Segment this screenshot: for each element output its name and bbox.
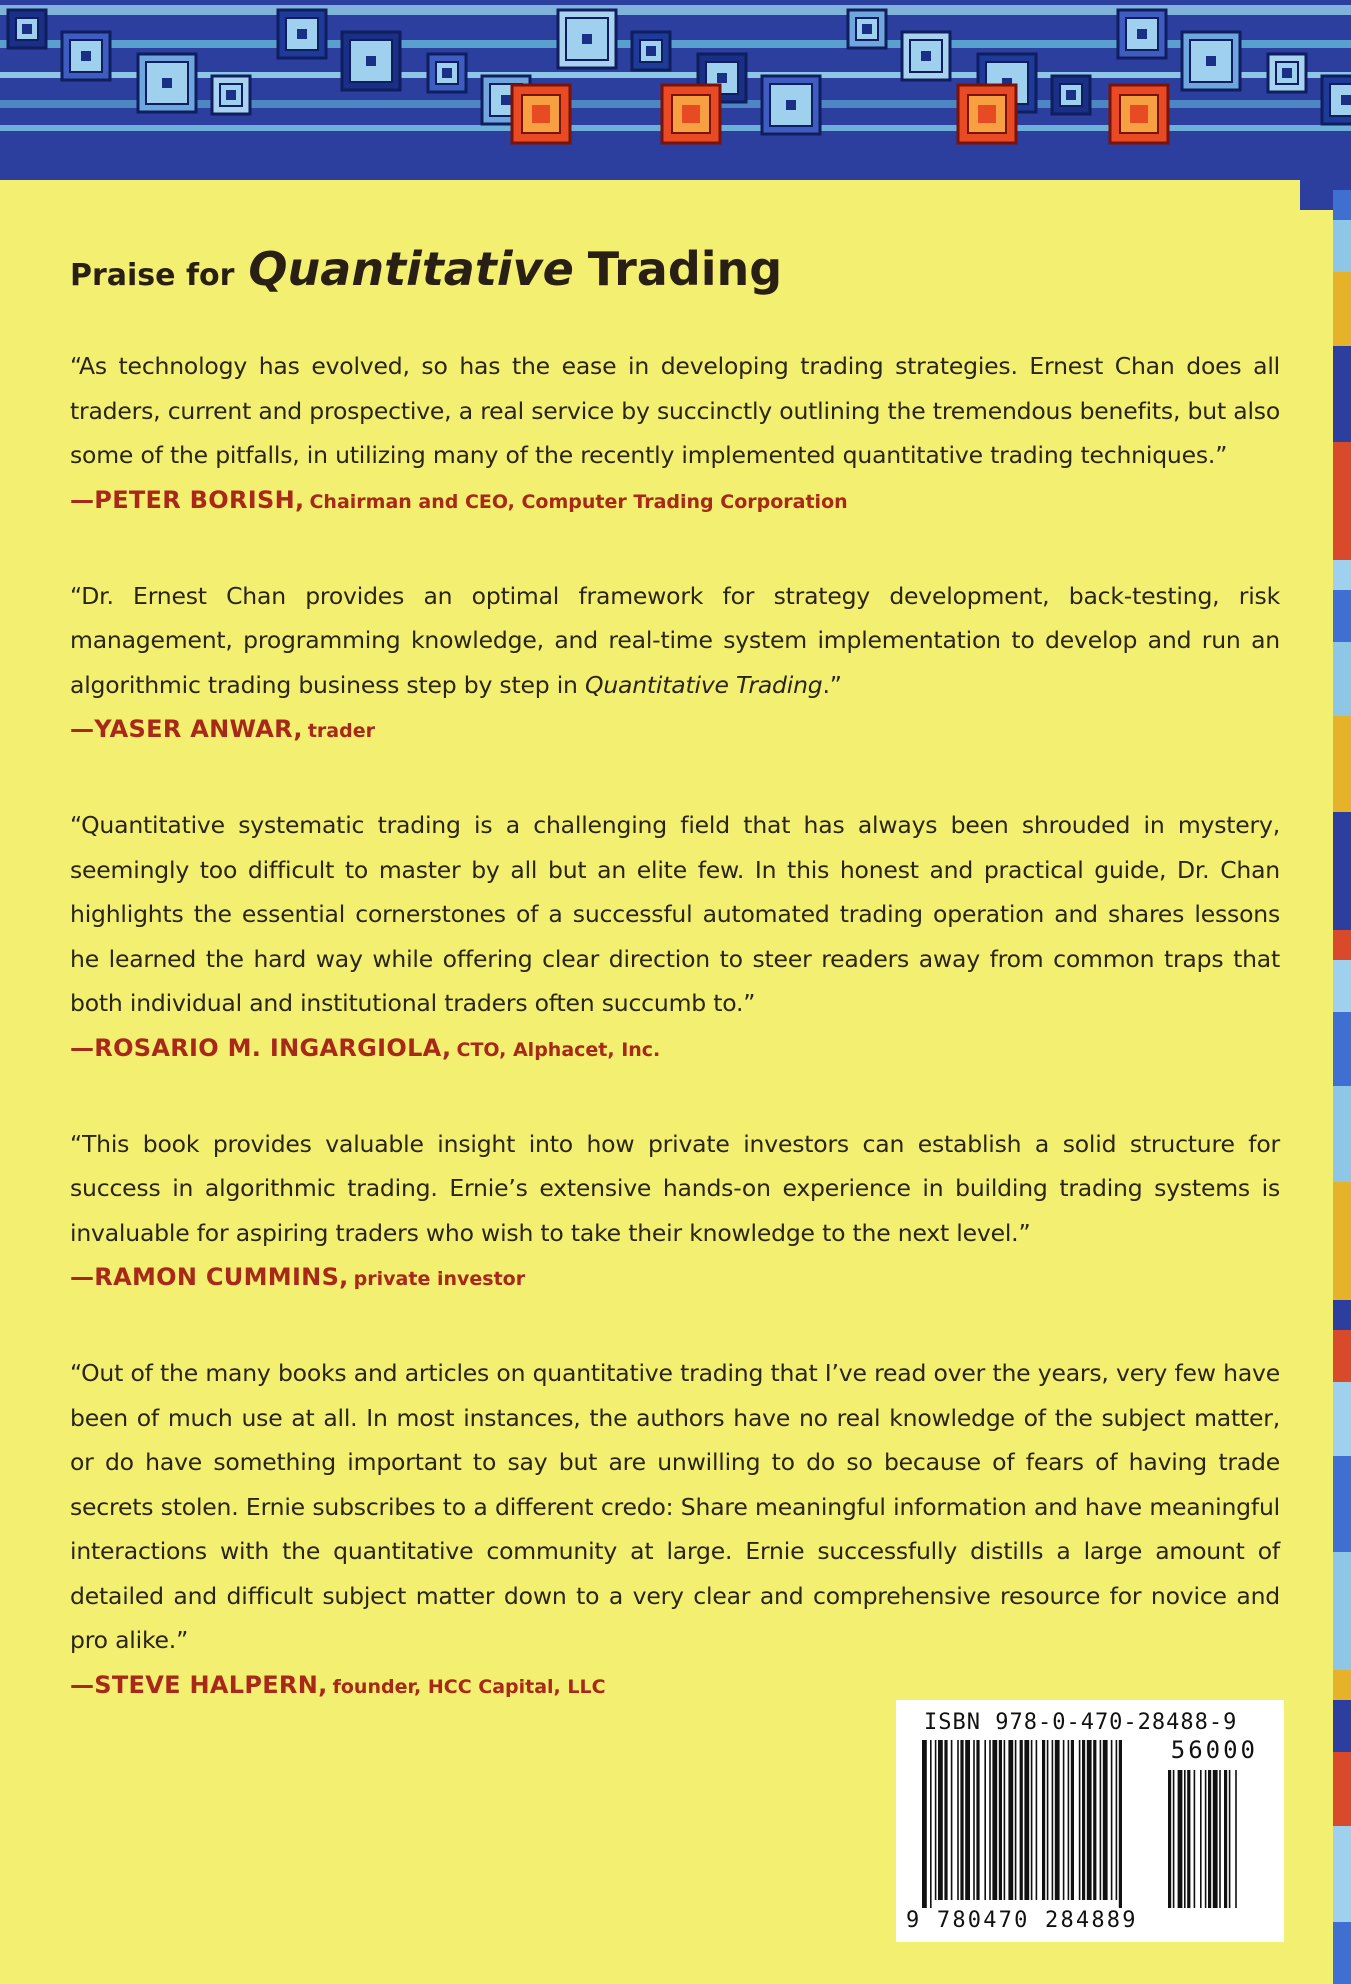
spine-pattern-block	[1333, 1086, 1351, 1182]
barcode-addon-bar	[1173, 1770, 1175, 1908]
pattern-square-core	[1341, 95, 1351, 105]
pattern-edge	[0, 180, 1351, 210]
barcode-addon-bar	[1229, 1770, 1231, 1908]
barcode-addon-bar	[1235, 1770, 1237, 1908]
spine-edge-pattern	[1333, 190, 1351, 1984]
spine-pattern-block	[1333, 1012, 1351, 1086]
spine-pattern-block	[1333, 1456, 1351, 1552]
review-attribution	[70, 1034, 1280, 1062]
barcode-bar	[1031, 1740, 1033, 1900]
pattern-square-core	[582, 34, 592, 44]
barcode-bar	[989, 1740, 991, 1900]
pattern-stripe	[0, 72, 1351, 78]
barcode-bar	[1103, 1740, 1108, 1900]
barcode-addon-bar	[1213, 1770, 1218, 1908]
barcode-bar	[1100, 1740, 1102, 1900]
barcode-bar	[1079, 1740, 1081, 1900]
spine-pattern-block	[1333, 812, 1351, 930]
barcode-bar	[1020, 1740, 1023, 1900]
review-quote: “As technology has evolved, so has the ease in developing trading strategies. Ernest Chan does all traders, current and prospective, a real service by succinctly outlining the tremendous benefits, but also some of the pitfalls, in utilizing many of the recently implemented quantitative trading techniques.”	[70, 352, 1280, 469]
pattern-square-core	[1066, 90, 1076, 100]
circuit-pattern-graphic	[0, 0, 1351, 210]
barcode-bar	[1036, 1740, 1038, 1900]
praise-heading	[70, 242, 1280, 296]
review-steve-halpern	[70, 1351, 1280, 1699]
pattern-square-core	[1137, 29, 1147, 39]
barcode-bar	[922, 1740, 927, 1908]
barcode-bar	[1024, 1740, 1029, 1900]
book-title-plain: Trading	[587, 242, 783, 296]
reviewer-name: —ROSARIO M. INGARGIOLA,	[70, 1033, 452, 1062]
spine-pattern-block	[1333, 590, 1351, 642]
barcode-bar	[938, 1740, 943, 1900]
barcode-addon-bar	[1219, 1770, 1221, 1908]
pattern-accent-core	[682, 105, 700, 123]
review-quote: “Out of the many books and articles on quantitative trading that I’ve read over the years, very few have been of much use at all. In most instances, the authors have no real knowledge of the subject matter, or do have something important to say but are unwilling to do so because of fears of having trade secrets stolen. Ernie subscribes to a different credo: Share meaningful information and have meaningful interactions with the quantitative community at large. Ernie successfully distills a large amount of detailed and difficult subject matter down to a very clear and comprehensive resource for novice and pro alike.”	[70, 1359, 1280, 1654]
barcode-bar	[1071, 1740, 1074, 1900]
barcode-addon-bar	[1184, 1770, 1186, 1908]
barcode-addon-bar	[1178, 1770, 1183, 1908]
barcode-bar	[1042, 1740, 1045, 1900]
review-quote-text: “Dr. Ernest Chan provides an optimal framework for strategy development, back-testing, risk management, programming knowledge, and real-time system implementation to develop and run an algorithmic trading business step by step in	[70, 581, 1280, 699]
barcode-bar	[1093, 1740, 1096, 1900]
barcode-bar	[1063, 1740, 1065, 1900]
pattern-square-core	[1206, 56, 1216, 66]
pattern-square-core	[442, 68, 452, 78]
barcode-addon-bar	[1187, 1770, 1190, 1908]
review-quote-book-title: Quantitative Trading	[585, 670, 823, 699]
pattern-square-core	[717, 73, 727, 83]
barcode-bar	[1052, 1740, 1054, 1900]
review-quote	[70, 574, 1280, 708]
pattern-square-core	[921, 51, 931, 61]
pattern-square-core	[1282, 68, 1292, 78]
price-code: 56000	[1170, 1736, 1258, 1764]
review-peter-borish	[70, 344, 1280, 514]
barcode-bar	[1055, 1740, 1060, 1900]
spine-pattern-block	[1333, 1700, 1351, 1752]
pattern-square-core	[862, 24, 872, 34]
review-quote: “This book provides valuable insight into how private investors can establish a solid structure for success in algorithmic trading. Ernie’s extensive hands-on experience in building trading systems is invaluable for aspiring traders who wish to take their knowledge to the next level.”	[70, 1129, 1280, 1247]
barcode-bar	[1087, 1740, 1092, 1900]
spine-pattern-graphic	[1333, 190, 1351, 1984]
barcode-bars	[922, 1740, 1262, 1908]
spine-pattern-block	[1333, 1330, 1351, 1382]
barcode-bar	[1119, 1740, 1122, 1908]
reviewer-role: trader	[307, 720, 375, 742]
spine-pattern-block	[1333, 1552, 1351, 1670]
barcode-bar	[960, 1740, 963, 1900]
review-ramon-cummins	[70, 1122, 1280, 1292]
book-title-italic: Quantitative	[248, 242, 574, 296]
review-rosario-ingargiola	[70, 803, 1280, 1062]
barcode-bar	[984, 1740, 986, 1900]
review-quote-end: .”	[822, 670, 842, 699]
heading-prefix: Praise for	[70, 258, 235, 293]
reviewer-role: Chairman and CEO, Computer Trading Corporation	[309, 490, 848, 513]
barcode-addon-bar	[1224, 1770, 1227, 1908]
pattern-square-core	[81, 51, 91, 61]
review-yaser-anwar	[70, 574, 1280, 744]
spine-pattern-block	[1333, 960, 1351, 1012]
pattern-square-core	[297, 29, 307, 39]
reviewer-name: —PETER BORISH,	[70, 485, 305, 514]
reviewer-name: —STEVE HALPERN,	[70, 1670, 328, 1699]
spine-pattern-block	[1333, 1300, 1351, 1330]
pattern-square-core	[162, 78, 172, 88]
barcode-bar	[999, 1740, 1002, 1900]
spine-pattern-block	[1333, 716, 1351, 812]
spine-pattern-block	[1333, 1382, 1351, 1456]
isbn-digits: 9 780470 284889	[906, 1908, 1138, 1933]
review-attribution	[70, 1671, 1280, 1699]
barcode-addon-bar	[1200, 1770, 1202, 1908]
barcode-bar	[1116, 1740, 1118, 1900]
reviewer-role: founder, HCC Capital, LLC	[332, 1675, 606, 1698]
spine-pattern-block	[1333, 1670, 1351, 1700]
barcode-bar	[957, 1740, 959, 1900]
barcode-bar	[992, 1740, 997, 1900]
barcode-bar	[1004, 1740, 1006, 1900]
isbn-label: ISBN 978-0-470-28488-9	[924, 1710, 1238, 1735]
barcode-bar	[935, 1740, 937, 1900]
spine-pattern-block	[1333, 1826, 1351, 1922]
spine-pattern-block	[1333, 1182, 1351, 1300]
pattern-accent-core	[532, 105, 550, 123]
isbn-barcode	[896, 1700, 1284, 1942]
pattern-square-core	[646, 46, 656, 56]
reviewer-name: —RAMON CUMMINS,	[70, 1263, 349, 1291]
review-attribution	[70, 486, 1280, 514]
barcode-bar	[1015, 1740, 1017, 1900]
reviewer-name: —YASER ANWAR,	[70, 715, 303, 743]
barcode-bar	[1111, 1740, 1113, 1900]
reviewer-role: CTO, Alphacet, Inc.	[456, 1038, 661, 1061]
barcode-bar	[1082, 1740, 1085, 1900]
review-attribution	[70, 715, 1280, 743]
decorative-pattern-band	[0, 0, 1351, 210]
barcode-bar	[951, 1740, 953, 1900]
barcode-bar	[976, 1740, 979, 1900]
spine-pattern-block	[1333, 642, 1351, 716]
barcode-addon-bar	[1168, 1770, 1171, 1908]
barcode-bar	[965, 1740, 970, 1900]
pattern-square-core	[501, 95, 511, 105]
barcode-addon-bar	[1194, 1770, 1196, 1908]
spine-pattern-block	[1333, 442, 1351, 560]
spine-pattern-block	[1333, 272, 1351, 346]
barcode-bar	[1068, 1740, 1070, 1900]
review-attribution	[70, 1263, 1280, 1291]
spine-pattern-block	[1333, 220, 1351, 272]
spine-pattern-block	[1333, 346, 1351, 442]
review-quote: “Quantitative systematic trading is a challenging field that has always been shrouded in mystery, seemingly too difficult to master by all but an elite few. In this honest and practical guide, Dr. Chan highlights the essential cornerstones of a successful automated trading operation and shares lessons he learned the hard way while offering clear direction to steer readers away from common traps that both individual and institutional traders often succumb to.”	[70, 811, 1280, 1017]
pattern-square-core	[366, 56, 376, 66]
barcode-bar	[973, 1740, 975, 1900]
barcode-addon-bar	[1208, 1770, 1211, 1908]
spine-pattern-block	[1333, 930, 1351, 960]
pattern-square-core	[226, 90, 236, 100]
pattern-square-core	[22, 24, 32, 34]
reviewer-role: private investor	[353, 1268, 526, 1290]
praise-section	[70, 230, 1280, 1759]
spine-pattern-block	[1333, 1752, 1351, 1826]
spine-pattern-block	[1333, 1922, 1351, 1984]
spine-pattern-block	[1333, 190, 1351, 220]
pattern-square-core	[786, 100, 796, 110]
pattern-accent-core	[1130, 105, 1148, 123]
barcode-bar	[944, 1740, 947, 1900]
barcode-bar	[1008, 1740, 1013, 1900]
barcode-addon-bar	[1205, 1770, 1207, 1908]
barcode-bar	[930, 1740, 932, 1908]
spine-pattern-block	[1333, 560, 1351, 590]
pattern-accent-core	[978, 105, 996, 123]
barcode-bar	[1047, 1740, 1049, 1900]
